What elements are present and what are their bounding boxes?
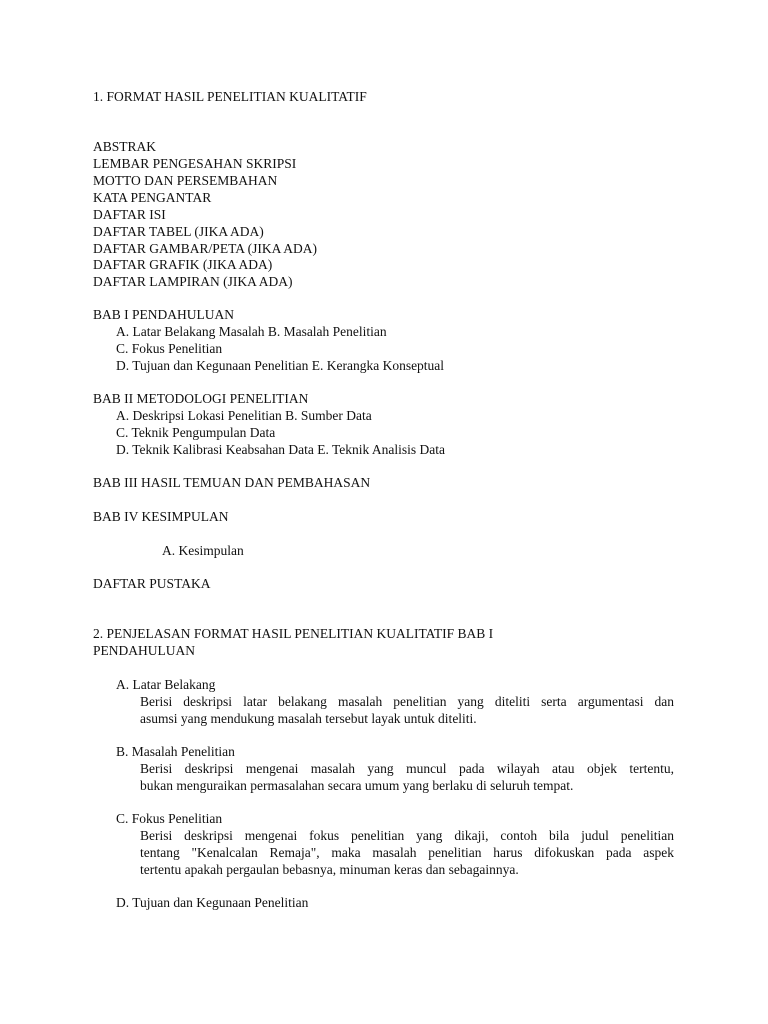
paragraph-line: asumsi yang mendukung masalah tersebut layak untuk diteliti. xyxy=(140,711,477,726)
paragraph-line: bukan menguraikan permasalahan secara umum yang berlaku di seluruh tempat. xyxy=(140,778,574,793)
paragraph-line: tertentu apakah pergaulan bebasnya, minuman keras dan sebagainnya. xyxy=(140,862,519,877)
bab2-title: BAB II METODOLOGI PENELITIAN xyxy=(93,391,309,406)
front-matter-item: DAFTAR TABEL (JIKA ADA) xyxy=(93,224,264,239)
daftar-pustaka: DAFTAR PUSTAKA xyxy=(93,576,211,591)
bab1-item: C. Fokus Penelitian xyxy=(116,341,223,356)
bab2-item: D. Teknik Kalibrasi Keabsahan Data E. Teknik Analisis Data xyxy=(116,442,446,457)
front-matter-item: DAFTAR LAMPIRAN (JIKA ADA) xyxy=(93,274,293,289)
section2-heading-line2: PENDAHULUAN xyxy=(93,643,195,658)
subsection-title-latar-belakang: A. Latar Belakang xyxy=(116,677,216,692)
front-matter-item: DAFTAR ISI xyxy=(93,207,166,222)
bab1-title: BAB I PENDAHULUAN xyxy=(93,307,234,322)
bab4-item: A. Kesimpulan xyxy=(162,543,244,558)
bab4-title: BAB IV KESIMPULAN xyxy=(93,509,229,524)
bab3-title: BAB III HASIL TEMUAN DAN PEMBAHASAN xyxy=(93,475,371,490)
subsection-title-masalah-penelitian: B. Masalah Penelitian xyxy=(116,744,235,759)
subsection-body-fokus-penelitian xyxy=(140,827,674,878)
bab1-item: A. Latar Belakang Masalah B. Masalah Penelitian xyxy=(116,324,387,339)
section1-heading: 1. FORMAT HASIL PENELITIAN KUALITATIF xyxy=(93,89,367,104)
front-matter-item: LEMBAR PENGESAHAN SKRIPSI xyxy=(93,156,297,171)
front-matter-item: KATA PENGANTAR xyxy=(93,190,212,205)
bab2-item: A. Deskripsi Lokasi Penelitian B. Sumber Data xyxy=(116,408,372,423)
paragraph-line: Berisi deskripsi mengenai fokus penelitian yang dikaji, contoh bila judul penelitian xyxy=(140,828,674,843)
paragraph-line: Berisi deskripsi mengenai masalah yang muncul pada wilayah atau objek tertentu, xyxy=(140,761,674,776)
subsection-title-fokus-penelitian: C. Fokus Penelitian xyxy=(116,811,223,826)
front-matter-item: DAFTAR GRAFIK (JIKA ADA) xyxy=(93,257,273,272)
bab2-item: C. Teknik Pengumpulan Data xyxy=(116,425,276,440)
subsection-body-masalah-penelitian xyxy=(140,760,674,794)
subsection-title-tujuan-kegunaan: D. Tujuan dan Kegunaan Penelitian xyxy=(116,895,309,910)
paragraph-line: tentang "Kenalcalan Remaja", maka masalah penelitian harus difokuskan pada aspek xyxy=(140,845,674,860)
paragraph-line: Berisi deskripsi latar belakang masalah penelitian yang diteliti serta argumentasi dan xyxy=(140,694,674,709)
front-matter-item: MOTTO DAN PERSEMBAHAN xyxy=(93,173,278,188)
section2-heading-line1: 2. PENJELASAN FORMAT HASIL PENELITIAN KUALITATIF BAB I xyxy=(93,626,494,641)
subsection-body-latar-belakang xyxy=(140,693,674,727)
front-matter-item: DAFTAR GAMBAR/PETA (JIKA ADA) xyxy=(93,241,317,256)
front-matter-item: ABSTRAK xyxy=(93,139,157,154)
bab1-item: D. Tujuan dan Kegunaan Penelitian E. Kerangka Konseptual xyxy=(116,358,445,373)
